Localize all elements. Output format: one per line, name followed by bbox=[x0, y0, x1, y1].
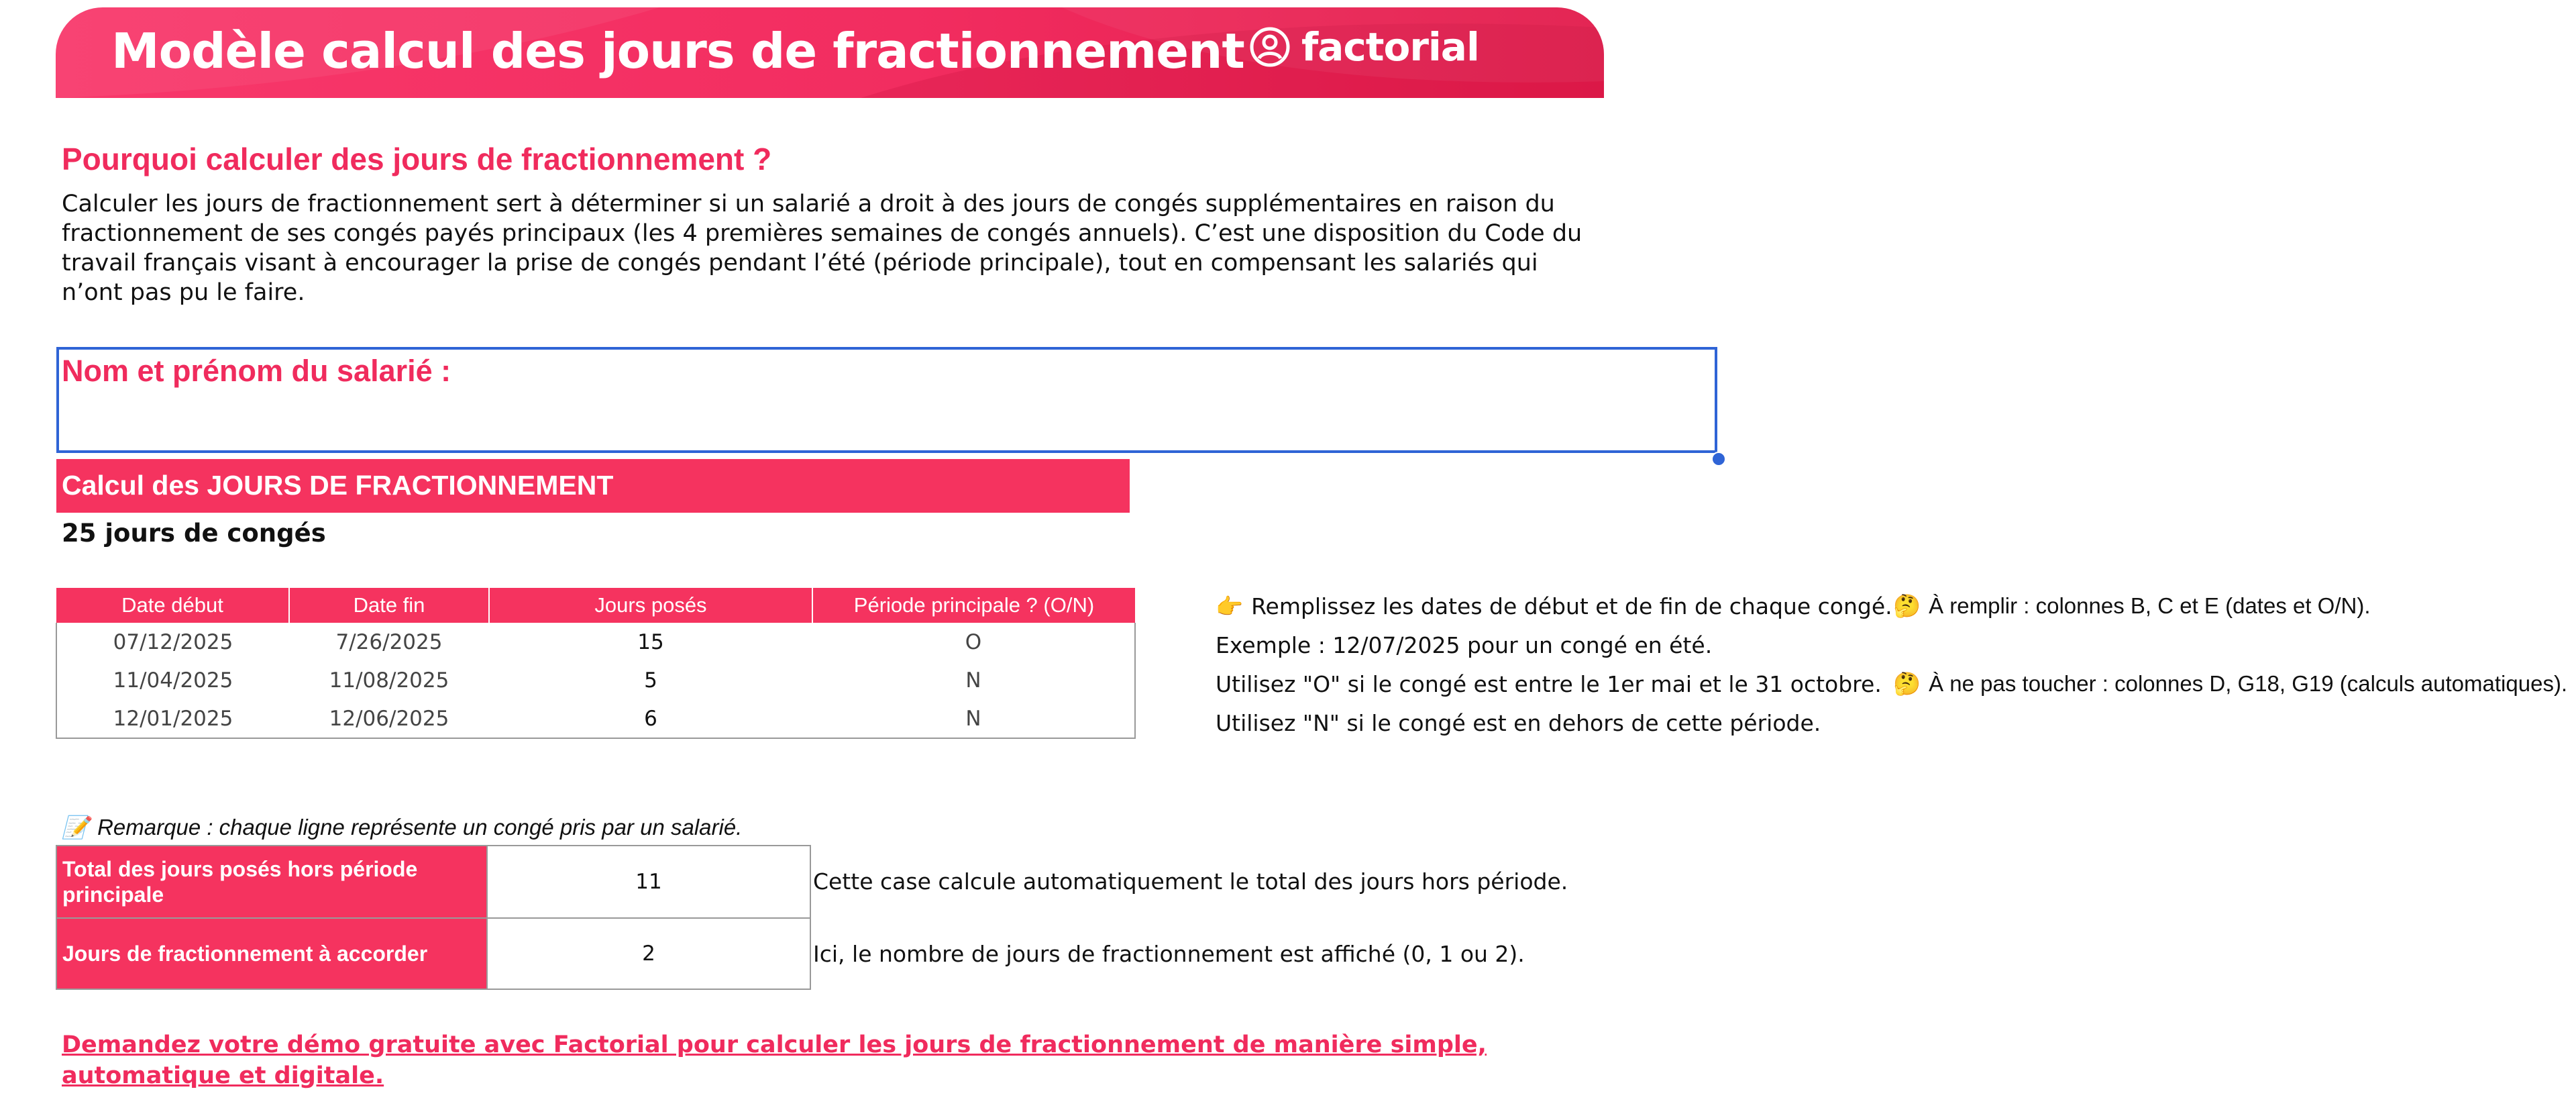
main-period-cell[interactable]: N bbox=[812, 699, 1135, 738]
start-date-cell[interactable]: 12/01/2025 bbox=[56, 699, 289, 738]
header-days-taken: Jours posés bbox=[489, 588, 812, 623]
intro-paragraph: Calculer les jours de fractionnement sert à déterminer si un salarié a droit à des jours de congés supplémentaires en raison du fractionnement de ses congés payés principaux (les 4 premières semaines de congés annuels). C’est une disposition du Code du travail français visant à encourager la prise de congés pendant l’été (période principale), tout en compensant les salariés qui n’ont pas pu le faire. bbox=[62, 191, 1582, 306]
days-taken-cell: 15 bbox=[637, 629, 664, 654]
days-taken-cell: 6 bbox=[489, 699, 812, 738]
table-row bbox=[56, 918, 810, 989]
summary-table bbox=[56, 845, 811, 990]
main-period-cell[interactable]: O bbox=[812, 623, 1135, 661]
page-title: Modèle calcul des jours de fractionnement bbox=[111, 23, 1244, 79]
remark-note: 📝 Remarque : chaque ligne représente un congé pris par un salarié. bbox=[62, 815, 743, 840]
intro-heading: Pourquoi calculer des jours de fractionnement ? bbox=[62, 142, 772, 176]
instruction-line: Exemple : 12/07/2025 pour un congé en été. bbox=[1216, 632, 1713, 658]
leave-table-header bbox=[56, 588, 1135, 623]
pointing-hand-icon: 👉 bbox=[1216, 593, 1244, 619]
instruction-line: 👉 Remplissez les dates de début et de fin de chaque congé. bbox=[1216, 593, 1892, 619]
table-row bbox=[56, 699, 1135, 738]
selection-fill-handle[interactable] bbox=[1711, 452, 1726, 466]
do-not-touch-note: 🤔 À ne pas toucher : colonnes D, G18, G19 (calculs automatiques). bbox=[1893, 671, 2568, 696]
split-days-value: 2 bbox=[487, 918, 810, 989]
memo-icon: 📝 bbox=[62, 815, 90, 840]
header-main-period: Période principale ? (O/N) bbox=[812, 588, 1135, 623]
table-row bbox=[56, 661, 1135, 699]
table-row bbox=[56, 846, 810, 918]
end-date-cell[interactable]: 11/08/2025 bbox=[329, 668, 449, 693]
end-date-cell[interactable]: 7/26/2025 bbox=[335, 629, 443, 654]
table-row bbox=[56, 623, 1135, 661]
employee-name-label: Nom et prénom du salarié : bbox=[62, 354, 451, 388]
split-days-label: Jours de fractionnement à accorder bbox=[56, 918, 487, 989]
user-circle-icon bbox=[1249, 26, 1291, 68]
main-period-cell[interactable]: N bbox=[812, 661, 1135, 699]
factorial-logo bbox=[1249, 24, 1479, 70]
fill-note: 🤔 À remplir : colonnes B, C et E (dates et O/N). bbox=[1893, 593, 2371, 618]
thinking-face-icon: 🤔 bbox=[1893, 671, 1921, 696]
total-outside-period-value: 11 bbox=[487, 846, 810, 918]
thinking-face-icon: 🤔 bbox=[1893, 593, 1921, 618]
leave-table bbox=[56, 588, 1136, 739]
section-header: Calcul des JOURS DE FRACTIONNEMENT bbox=[56, 459, 1130, 513]
logo-text: factorial bbox=[1301, 24, 1479, 70]
header-end-date: Date fin bbox=[289, 588, 489, 623]
total-outside-period-label: Total des jours posés hors période principale bbox=[56, 846, 487, 918]
split-days-description: Ici, le nombre de jours de fractionnement est affiché (0, 1 ou 2). bbox=[813, 941, 1525, 967]
days-taken-cell: 5 bbox=[644, 668, 657, 693]
header-start-date: Date début bbox=[56, 588, 289, 623]
instruction-line: Utilisez "O" si le congé est entre le 1er mai et le 31 octobre. bbox=[1216, 671, 1882, 697]
demo-cta-link[interactable]: Demandez votre démo gratuite avec Factorial pour calculer les jours de fractionnement de manière simple, automatique et digitale. bbox=[62, 1031, 1487, 1089]
instruction-line: Utilisez "N" si le congé est en dehors de cette période. bbox=[1216, 710, 1821, 736]
start-date-cell[interactable]: 11/04/2025 bbox=[56, 661, 289, 699]
total-description: Cette case calcule automatiquement le total des jours hors période. bbox=[813, 868, 1568, 895]
leave-days-label: 25 jours de congés bbox=[62, 519, 326, 548]
start-date-cell[interactable]: 07/12/2025 bbox=[56, 623, 289, 661]
end-date-cell[interactable]: 12/06/2025 bbox=[289, 699, 489, 738]
